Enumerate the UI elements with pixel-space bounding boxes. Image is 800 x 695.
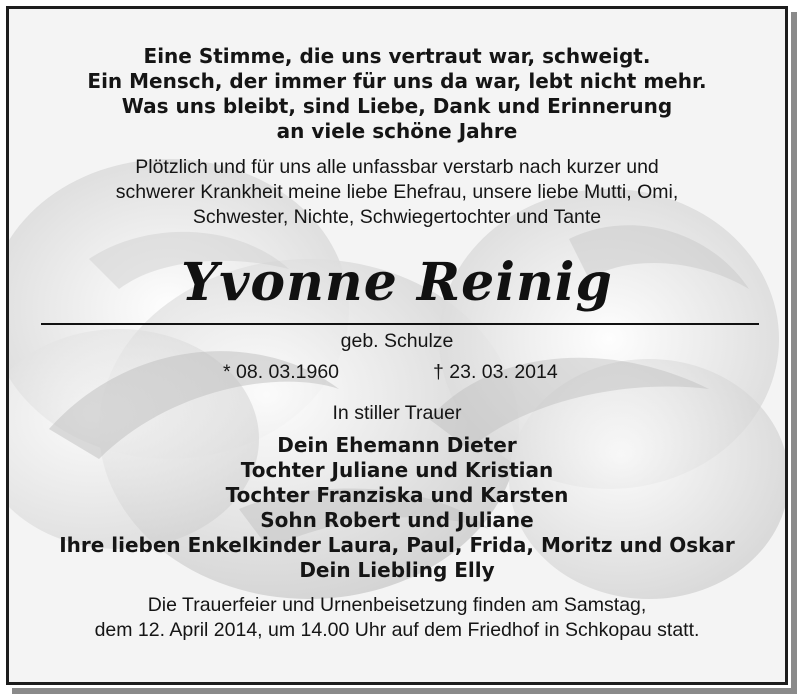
- obituary-frame: [6, 6, 788, 685]
- obituary-content: [9, 9, 785, 682]
- mourner-line: Tochter Juliane und Kristian: [240, 458, 554, 482]
- frame-shadow-right: [791, 12, 797, 688]
- frame-shadow-bottom: [12, 688, 797, 694]
- maiden-name: geb. Schulze: [340, 330, 454, 352]
- name-divider: [41, 323, 759, 325]
- verse-line-1: Eine Stimme, die uns vertraut war, schweigt.: [143, 44, 651, 68]
- mourning-intro: In stiller Trauer: [332, 402, 462, 424]
- verse-line-4: an viele schöne Jahre: [276, 119, 518, 143]
- death-date: † 23. 03. 2014: [433, 361, 558, 383]
- mourner-line: Tochter Franziska und Karsten: [225, 483, 569, 507]
- service-line-2: dem 12. April 2014, um 14.00 Uhr auf dem Friedhof in Schkopau statt.: [94, 619, 700, 641]
- announcement-line-3: Schwester, Nichte, Schwiegertochter und Tante: [192, 206, 602, 228]
- verse-line-3: Was uns bleibt, sind Liebe, Dank und Erinnerung: [121, 94, 673, 118]
- mourner-line: Dein Ehemann Dieter: [277, 433, 517, 457]
- service-line-1: Die Trauerfeier und Urnenbeisetzung finden am Samstag,: [147, 594, 647, 616]
- mourner-line: Sohn Robert und Juliane: [260, 508, 534, 532]
- announcement-line-1: Plötzlich und für uns alle unfassbar verstarb nach kurzer und: [135, 156, 659, 178]
- birth-date: * 08. 03.1960: [223, 361, 340, 383]
- verse-line-2: Ein Mensch, der immer für uns da war, lebt nicht mehr.: [87, 69, 707, 93]
- mourner-line: Dein Liebling Elly: [299, 558, 495, 582]
- announcement-line-2: schwerer Krankheit meine liebe Ehefrau, unsere liebe Mutti, Omi,: [115, 181, 679, 203]
- deceased-name: Yvonne Reinig: [181, 252, 613, 313]
- mourner-line: Ihre lieben Enkelkinder Laura, Paul, Frida, Moritz und Oskar: [59, 533, 735, 557]
